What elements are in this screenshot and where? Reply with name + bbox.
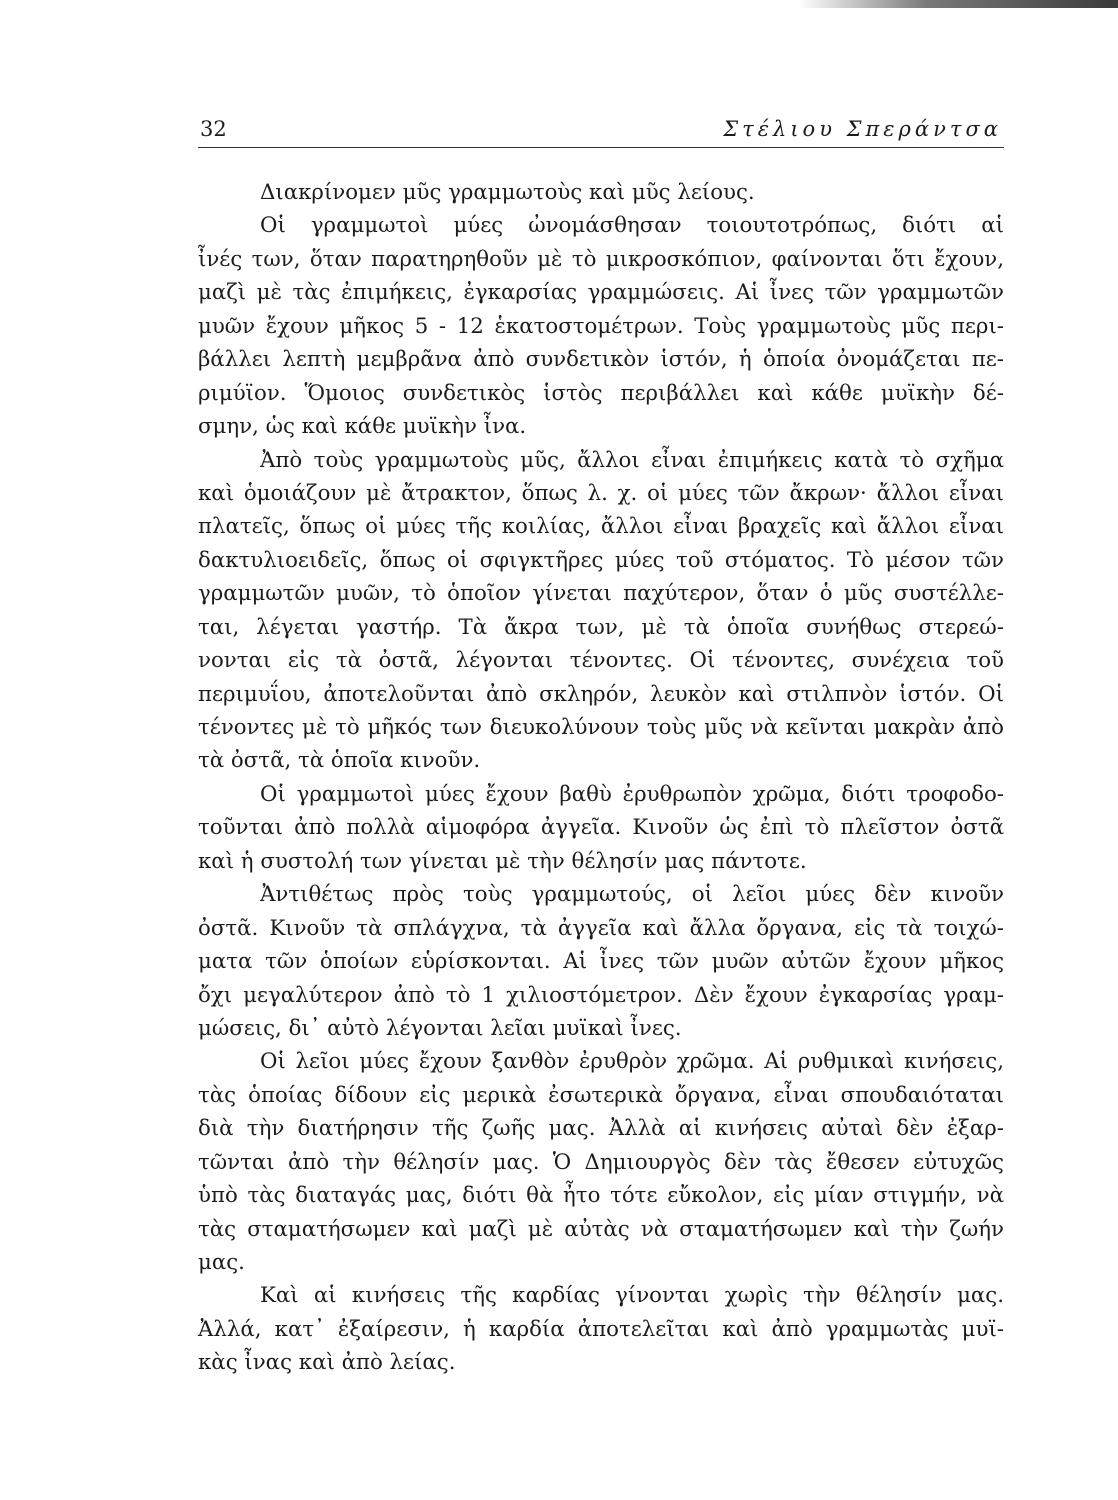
text-line: τὰ ὀστᾶ, τὰ ὁποῖα κινοῦν. xyxy=(198,748,481,774)
body-text xyxy=(198,176,1004,1380)
text-line: σμην, ὡς καὶ κάθε μυϊκὴν ἶνα. xyxy=(198,414,527,440)
text-line: Οἱ λεῖοι μύες ἔχουν ξανθὸν ἐρυθρὸν χρῶμα. Αἱ ρυθμικαὶ κινήσεις, xyxy=(260,1049,1004,1075)
text-line: περιμυΐου, ἀποτελοῦνται ἀπὸ σκληρόν, λευκὸν καὶ στιλπνὸν ἱστόν. Οἱ xyxy=(198,681,1004,707)
text-line: τῶνται ἀπὸ τὴν θέλησίν μας. Ὁ Δημιουργὸς δὲν τὰς ἔθεσεν εὐτυχῶς xyxy=(198,1149,1004,1175)
text-line: μώσεις, δι᾿ αὐτὸ λέγονται λεῖαι μυϊκαὶ ἶνες. xyxy=(198,1015,682,1041)
page-header xyxy=(200,112,1002,146)
text-line: ματα τῶν ὁποίων εὑρίσκονται. Αἱ ἶνες τῶν μυῶν αὐτῶν ἔχουν μῆκος xyxy=(198,949,1004,975)
text-line: Οἱ γραμμωτοὶ μύες ὠνομάσθησαν τοιουτοτρόπως, διότι αἱ xyxy=(260,213,1004,239)
running-title: Στέλιου Σπεράντσα xyxy=(723,117,1002,141)
text-line: καὶ ὁμοιάζουν μὲ ἄτρακτον, ὅπως λ. χ. οἱ μύες τῶν ἄκρων· ἄλλοι εἶναι xyxy=(198,480,1004,506)
text-line: βάλλει λεπτὴ μεμβρᾶνα ἀπὸ συνδετικὸν ἱστόν, ἡ ὁποία ὀνομάζεται πε- xyxy=(198,347,1004,373)
text-line: δακτυλιοειδεῖς, ὅπως οἱ σφιγκτῆρες μύες τοῦ στόματος. Τὸ μέσον τῶν xyxy=(198,547,1004,573)
text-line: τένοντες μὲ τὸ μῆκός των διευκολύνουν τοὺς μῦς νὰ κεῖνται μακρὰν ἀπὸ xyxy=(198,715,1004,740)
text-line: ὄχι μεγαλύτερον ἀπὸ τὸ 1 χιλιοστόμετρον. Δὲν ἔχουν ἐγκαρσίας γραμ- xyxy=(198,982,1004,1008)
text-line: Ἀλλά, κατ᾿ ἐξαίρεσιν, ἡ καρδία ἀποτελεῖται καὶ ἀπὸ γραμμωτὰς μυϊ- xyxy=(198,1316,1004,1342)
text-line: ριμύϊον. Ὅμοιος συνδετικὸς ἱστὸς περιβάλλει καὶ κάθε μυϊκὴν δέ- xyxy=(198,380,1004,406)
text-line: ὑπὸ τὰς διαταγάς μας, διότι θὰ ἦτο τότε εὔκολον, εἰς μίαν στιγμήν, νὰ xyxy=(198,1183,1004,1209)
page-number: 32 xyxy=(200,117,227,141)
text-line: καὶ ἡ συστολή των γίνεται μὲ τὴν θέλησίν μας πάντοτε. xyxy=(198,848,807,874)
text-line: τὰς σταματήσωμεν καὶ μαζὶ μὲ αὐτὰς νὰ σταματήσωμεν καὶ τὴν ζωήν xyxy=(198,1216,1004,1242)
text-line: νονται εἰς τὰ ὀστᾶ, λέγονται τένοντες. Οἱ τένοντες, συνέχεια τοῦ xyxy=(198,648,1004,674)
header-rule xyxy=(198,147,1004,148)
scan-corner-shadow xyxy=(798,0,1118,8)
text-line: ἶνές των, ὅταν παρατηρηθοῦν μὲ τὸ μικροσκόπιον, φαίνονται ὅτι ἔχουν, xyxy=(198,246,1004,272)
text-line: μας. xyxy=(198,1250,245,1275)
text-line: μυῶν ἔχουν μῆκος 5 - 12 ἑκατοστομέτρων. Τοὺς γραμμωτοὺς μῦς περι- xyxy=(198,313,1004,339)
text-line: Ἀντιθέτως πρὸς τοὺς γραμμωτούς, οἱ λεῖοι μύες δὲν κινοῦν xyxy=(260,882,1004,908)
text-line: τὰς ὁποίας δίδουν εἰς μερικὰ ἐσωτερικὰ ὄργανα, εἶναι σπουδαιόταται xyxy=(198,1082,1004,1108)
text-line: διὰ τὴν διατήρησιν τῆς ζωῆς μας. Ἀλλὰ αἱ κινήσεις αὐταὶ δὲν ἐξαρ- xyxy=(198,1116,1004,1142)
text-line: Καὶ αἱ κινήσεις τῆς καρδίας γίνονται χωρὶς τὴν θέλησίν μας. xyxy=(260,1283,1004,1309)
text-line: Ἀπὸ τοὺς γραμμωτοὺς μῦς, ἄλλοι εἶναι ἐπιμήκεις κατὰ τὸ σχῆμα xyxy=(260,447,1004,473)
text-line: ται, λέγεται γαστήρ. Τὰ ἄκρα των, μὲ τὰ ὁποῖα συνήθως στερεώ- xyxy=(198,614,1004,640)
text-line: γραμμωτῶν μυῶν, τὸ ὁποῖον γίνεται παχύτερον, ὅταν ὁ μῦς συστέλλε- xyxy=(198,581,1004,607)
text-line: Διακρίνομεν μῦς γραμμωτοὺς καὶ μῦς λείους. xyxy=(260,180,755,205)
text-line: κὰς ἶνας καὶ ἀπὸ λείας. xyxy=(198,1350,456,1376)
text-line: τοῦνται ἀπὸ πολλὰ αἱμοφόρα ἀγγεῖα. Κινοῦν ὡς ἐπὶ τὸ πλεῖστον ὀστᾶ xyxy=(198,815,1004,841)
text-line: μαζὶ μὲ τὰς ἐπιμήκεις, ἐγκαρσίας γραμμώσεις. Αἱ ἶνες τῶν γραμμωτῶν xyxy=(198,280,1004,306)
text-line: Οἱ γραμμωτοὶ μύες ἔχουν βαθὺ ἐρυθρωπὸν χρῶμα, διότι τροφοδο- xyxy=(260,781,1004,807)
text-line: πλατεῖς, ὅπως οἱ μύες τῆς κοιλίας, ἄλλοι εἶναι βραχεῖς καὶ ἄλλοι εἶναι xyxy=(198,514,1004,540)
text-line: ὀστᾶ. Κινοῦν τὰ σπλάγχνα, τὰ ἀγγεῖα καὶ ἄλλα ὄργανα, εἰς τὰ τοιχώ- xyxy=(198,915,1004,941)
